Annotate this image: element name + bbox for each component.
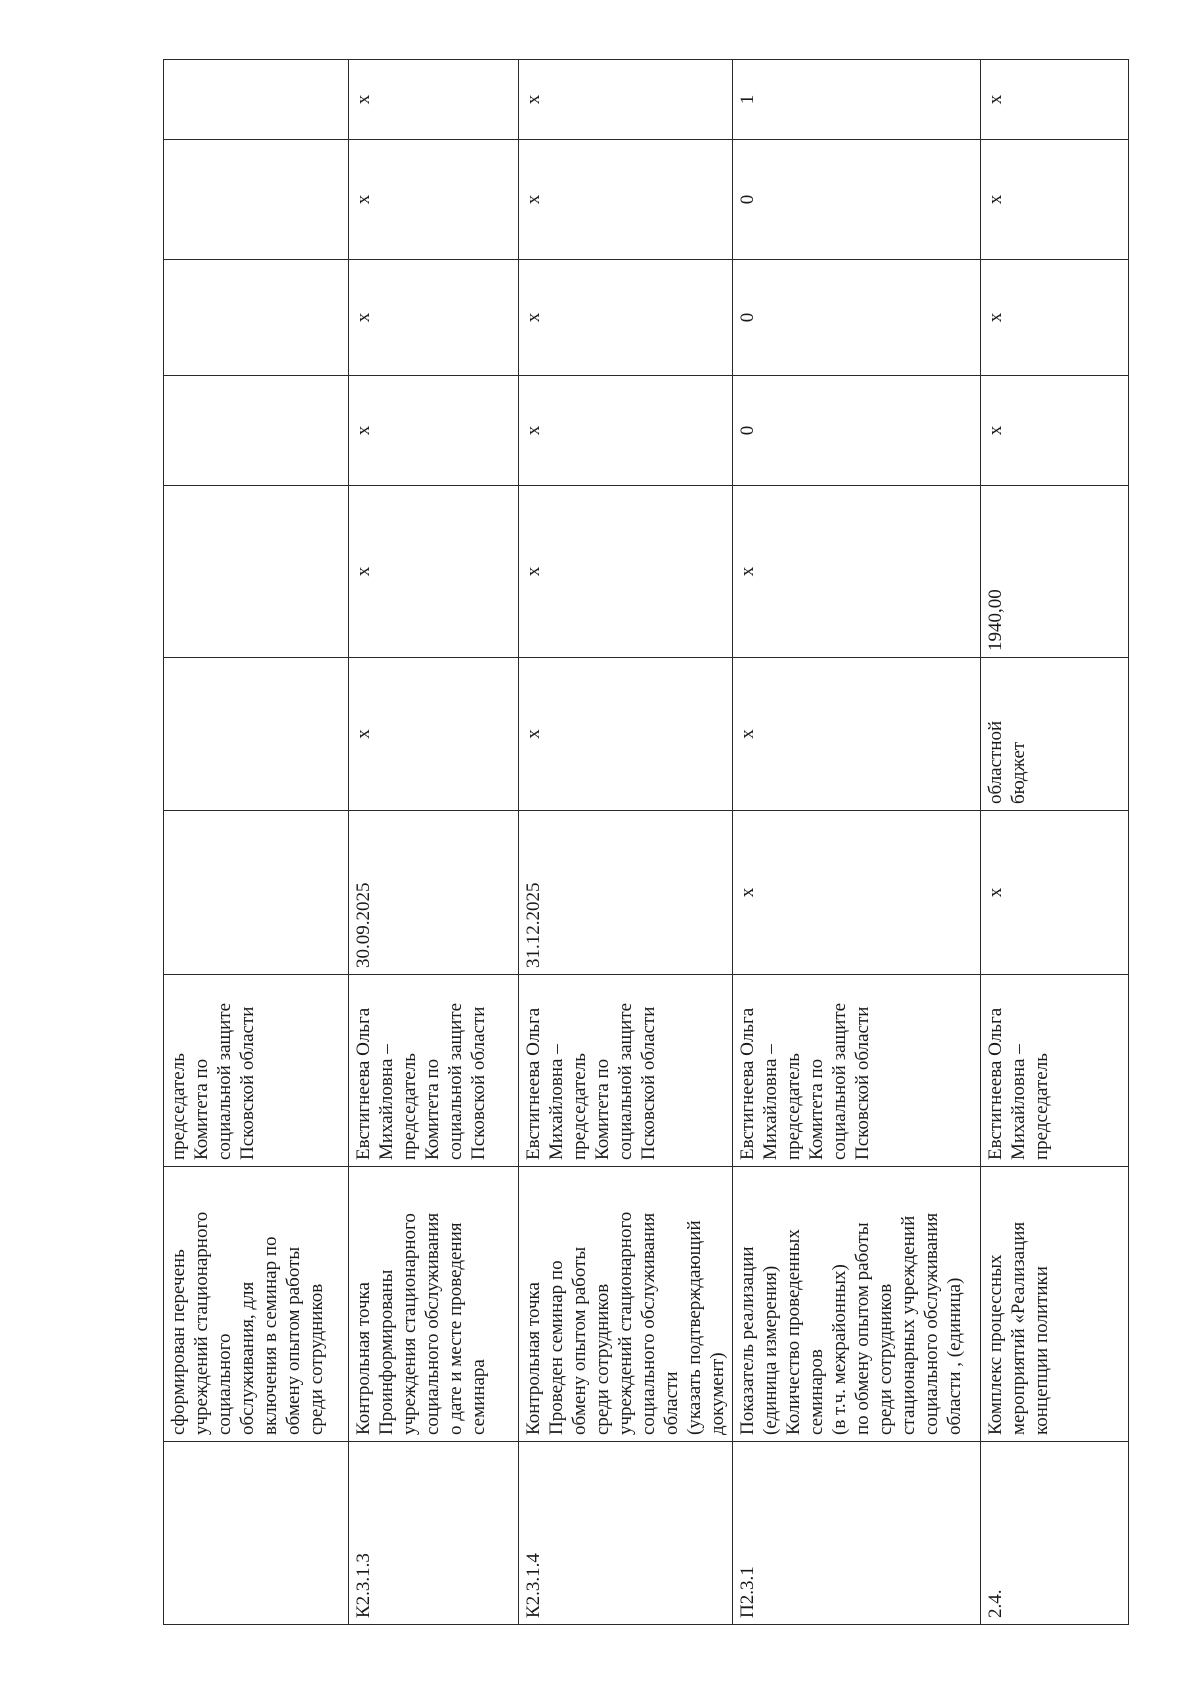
row-value-2: х bbox=[523, 312, 544, 323]
row-value-3-cell bbox=[164, 140, 349, 260]
row-value-3: 0 bbox=[737, 194, 758, 205]
row-total-cell bbox=[164, 486, 349, 658]
row-value-1: х bbox=[985, 425, 1006, 436]
row-responsible: Евстигнеева Ольга Михайловна – председатель bbox=[985, 1007, 1052, 1160]
row-value-4: х bbox=[985, 94, 1006, 105]
row-number: 2.4. bbox=[985, 1589, 1006, 1618]
row-value-2: х bbox=[353, 312, 374, 323]
row-name-cell bbox=[519, 1167, 733, 1442]
row-date-cell bbox=[733, 811, 981, 975]
row-value-3: х bbox=[523, 194, 544, 205]
row-total-cell bbox=[733, 486, 981, 658]
row-funding-source-cell bbox=[349, 658, 519, 811]
row-value-2-cell bbox=[519, 260, 733, 376]
row-name: сформирован перечень учреждений стационарного социального обслуживания, для включения в семинар по обмену опытом работы среди сотрудников bbox=[168, 1211, 327, 1435]
row-value-1: х bbox=[353, 425, 374, 436]
row-value-1-cell bbox=[519, 376, 733, 486]
row-date: х bbox=[985, 887, 1006, 898]
row-total: х bbox=[353, 566, 374, 577]
row-responsible: Евстигнеева Ольга Михайловна – председатель Комитета по социальной защите Псковской области bbox=[737, 1002, 873, 1160]
row-total: 1940,00 bbox=[985, 589, 1006, 651]
table-row bbox=[349, 60, 519, 1625]
row-value-3-cell bbox=[349, 140, 519, 260]
row-funding-source-cell bbox=[981, 658, 1129, 811]
table-row bbox=[164, 60, 349, 1625]
row-funding-source: х bbox=[523, 729, 544, 739]
row-value-1-cell bbox=[164, 376, 349, 486]
row-value-4: х bbox=[353, 94, 374, 105]
row-responsible: Евстигнеева Ольга Михайловна – председатель Комитета по социальной защите Псковской области bbox=[523, 1002, 659, 1160]
plan-table bbox=[163, 59, 1129, 1625]
row-value-2-cell bbox=[164, 260, 349, 376]
table-row bbox=[981, 60, 1129, 1625]
row-value-4-cell bbox=[349, 60, 519, 140]
row-value-4: 1 bbox=[737, 94, 758, 105]
row-funding-source: х bbox=[737, 729, 758, 739]
row-value-3: х bbox=[353, 194, 374, 205]
row-value-1: 0 bbox=[737, 425, 758, 436]
row-number-cell bbox=[164, 1442, 349, 1625]
row-funding-source: х bbox=[353, 729, 374, 739]
row-responsible-cell bbox=[349, 975, 519, 1167]
row-date-cell bbox=[981, 811, 1129, 975]
row-date-cell bbox=[519, 811, 733, 975]
row-total: х bbox=[523, 566, 544, 577]
row-date: х bbox=[737, 887, 758, 898]
row-value-4-cell bbox=[164, 60, 349, 140]
row-value-4-cell bbox=[733, 60, 981, 140]
row-number-cell bbox=[981, 1442, 1129, 1625]
row-funding-source-cell bbox=[733, 658, 981, 811]
row-name: Контрольная точка Проинформированы учреждения стационарного социального обслуживания о дате и месте проведения семинара bbox=[353, 1212, 489, 1435]
row-number-cell bbox=[733, 1442, 981, 1625]
row-total-cell bbox=[981, 486, 1129, 658]
row-date: 30.09.2025 bbox=[353, 882, 374, 968]
row-value-2-cell bbox=[981, 260, 1129, 376]
row-number: П2.3.1 bbox=[737, 1566, 758, 1618]
row-total-cell bbox=[349, 486, 519, 658]
row-funding-source-cell bbox=[519, 658, 733, 811]
row-value-2: 0 bbox=[737, 312, 758, 323]
row-total-cell bbox=[519, 486, 733, 658]
row-funding-source-cell bbox=[164, 658, 349, 811]
row-responsible-cell bbox=[164, 975, 349, 1167]
row-date: 31.12.2025 bbox=[523, 882, 544, 968]
row-value-2-cell bbox=[349, 260, 519, 376]
row-total: х bbox=[737, 566, 758, 577]
row-number: К2.3.1.3 bbox=[353, 1553, 374, 1618]
row-value-1-cell bbox=[349, 376, 519, 486]
row-name: Показатель реализации (единица измерения) Количество проведенных семинаров (в т.ч. межрайонных) по обмену опытом работы среди сотрудников стационарных учреждений социального обслуживания области , (единица) bbox=[737, 1212, 965, 1435]
row-date-cell bbox=[349, 811, 519, 975]
rotated-page bbox=[163, 60, 1128, 1625]
row-responsible-cell bbox=[981, 975, 1129, 1167]
row-value-3: х bbox=[985, 194, 1006, 205]
table-row bbox=[519, 60, 733, 1625]
row-number-cell bbox=[349, 1442, 519, 1625]
row-value-3-cell bbox=[733, 140, 981, 260]
row-value-1-cell bbox=[981, 376, 1129, 486]
row-name-cell bbox=[981, 1167, 1129, 1442]
row-value-4: х bbox=[523, 94, 544, 105]
row-value-1: х bbox=[523, 425, 544, 436]
row-responsible-cell bbox=[519, 975, 733, 1167]
row-value-1-cell bbox=[733, 376, 981, 486]
row-value-2: х bbox=[985, 312, 1006, 323]
row-value-3-cell bbox=[519, 140, 733, 260]
row-number-cell bbox=[519, 1442, 733, 1625]
table-row bbox=[733, 60, 981, 1625]
row-funding-source: областной бюджет bbox=[985, 720, 1029, 804]
row-value-4-cell bbox=[981, 60, 1129, 140]
row-value-2-cell bbox=[733, 260, 981, 376]
row-name-cell bbox=[349, 1167, 519, 1442]
row-number: К2.3.1.4 bbox=[523, 1553, 544, 1618]
row-name-cell bbox=[733, 1167, 981, 1442]
row-date-cell bbox=[164, 811, 349, 975]
row-name: Контрольная точка Проведен семинар по обмену опытом работы среди сотрудников учреждений стационарного социального обслуживания области (указать подтверждающий документ) bbox=[523, 1211, 728, 1435]
row-responsible: Евстигнеева Ольга Михайловна – председатель Комитета по социальной защите Псковской области bbox=[353, 1002, 489, 1160]
row-responsible-cell bbox=[733, 975, 981, 1167]
row-responsible: председатель Комитета по социальной защите Псковской области bbox=[168, 1002, 258, 1160]
row-value-3-cell bbox=[981, 140, 1129, 260]
row-name: Комплекс процессных мероприятий «Реализация концепции политики bbox=[985, 1221, 1052, 1435]
row-value-4-cell bbox=[519, 60, 733, 140]
row-name-cell bbox=[164, 1167, 349, 1442]
